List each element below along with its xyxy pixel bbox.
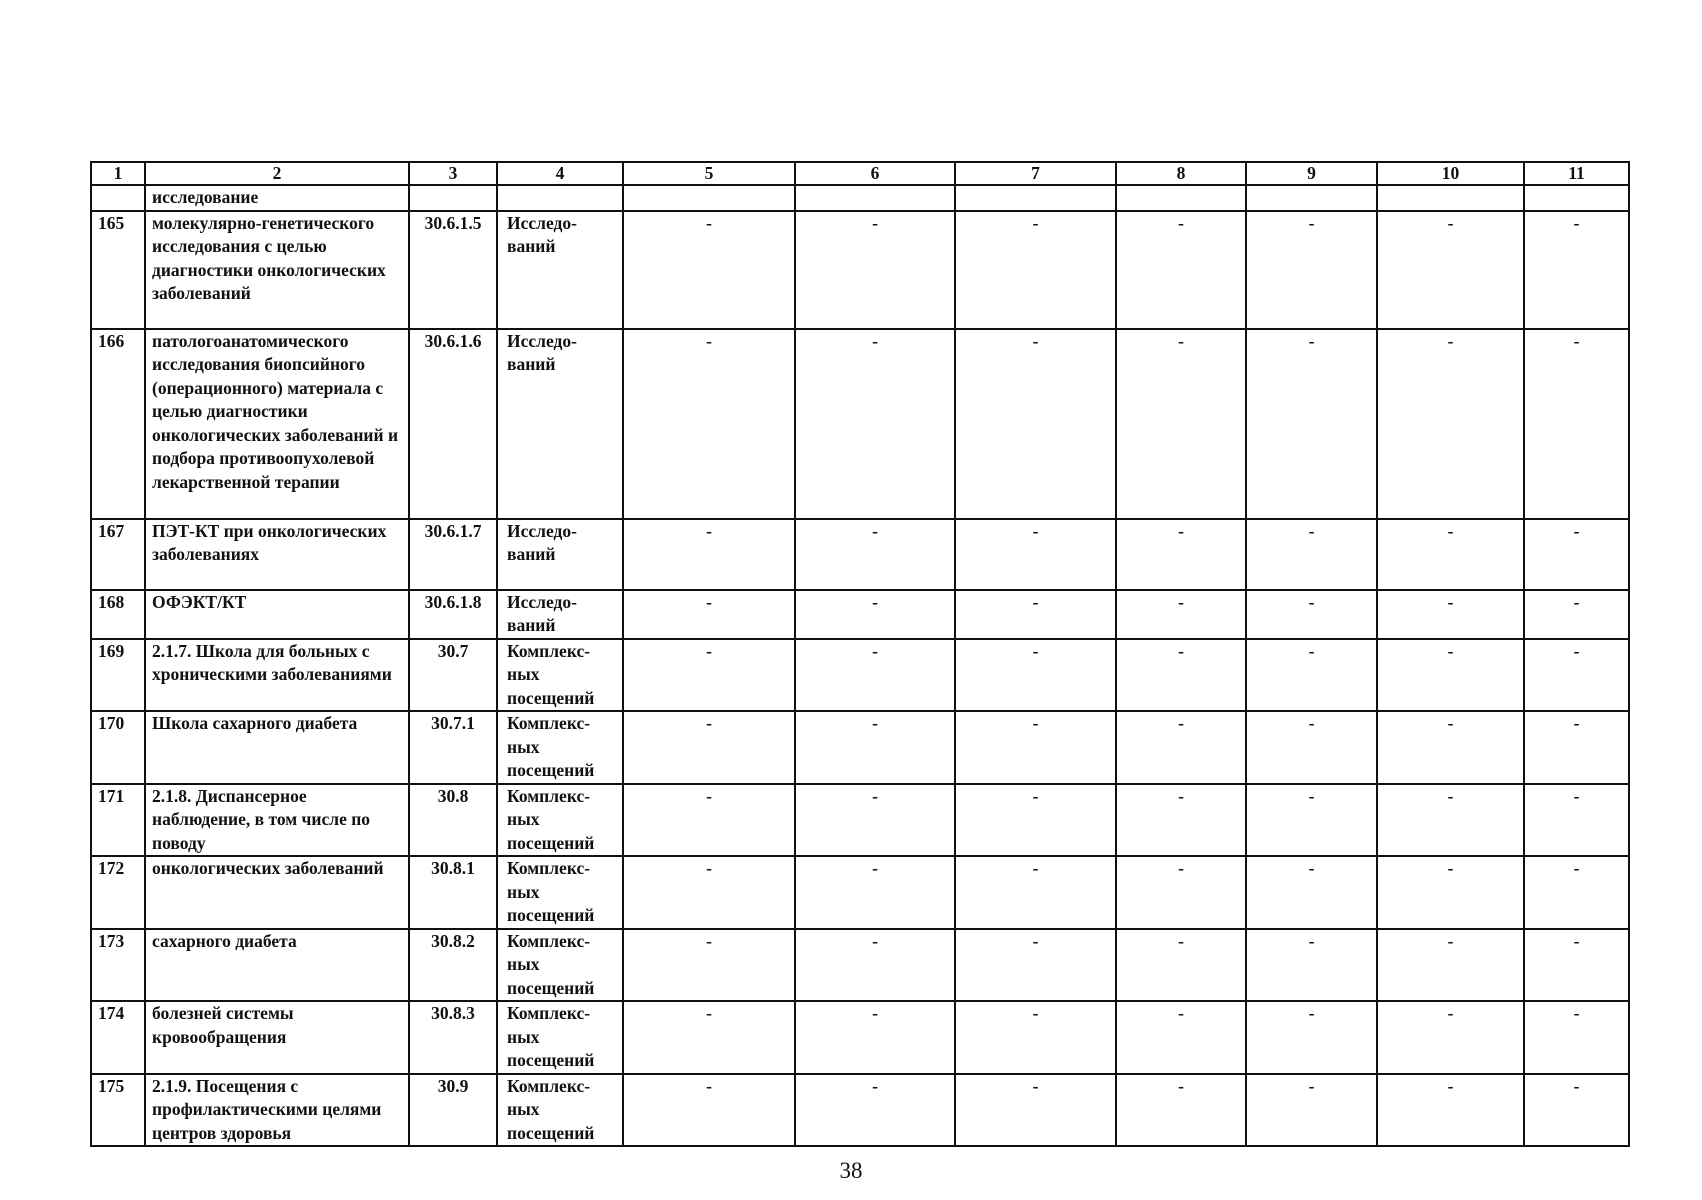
- row-value: -: [795, 1074, 955, 1147]
- row-unit: Исследо-ваний: [497, 519, 623, 590]
- row-value: -: [1524, 1001, 1629, 1074]
- row-value: -: [1116, 211, 1246, 329]
- row-value: -: [623, 639, 795, 712]
- row-value: -: [955, 519, 1116, 590]
- row-unit: [497, 185, 623, 211]
- table-row: [91, 856, 1629, 929]
- row-code: 30.6.1.5: [409, 211, 497, 329]
- row-name: болезней системы кровообращения: [145, 1001, 409, 1074]
- row-value: -: [1377, 1001, 1524, 1074]
- column-number: 1: [91, 162, 145, 185]
- row-number: 166: [91, 329, 145, 519]
- row-value: [1246, 185, 1377, 211]
- row-value: -: [623, 929, 795, 1002]
- row-value: -: [795, 856, 955, 929]
- row-code: 30.6.1.7: [409, 519, 497, 590]
- column-number-row: [91, 162, 1629, 185]
- row-unit: Комплекс-ных посещений: [497, 1001, 623, 1074]
- row-code: 30.7.1: [409, 711, 497, 784]
- column-number: 7: [955, 162, 1116, 185]
- row-value: -: [955, 711, 1116, 784]
- row-value: -: [1377, 590, 1524, 639]
- row-value: -: [1524, 519, 1629, 590]
- row-unit: Комплекс-ных посещений: [497, 856, 623, 929]
- row-code: 30.8.3: [409, 1001, 497, 1074]
- row-value: -: [1116, 784, 1246, 857]
- row-value: [955, 185, 1116, 211]
- row-code: 30.8: [409, 784, 497, 857]
- row-unit: Исследо-ваний: [497, 211, 623, 329]
- row-value: -: [1116, 639, 1246, 712]
- row-name: Школа сахарного диабета: [145, 711, 409, 784]
- row-value: -: [1524, 211, 1629, 329]
- row-number: 165: [91, 211, 145, 329]
- row-number: 174: [91, 1001, 145, 1074]
- row-value: -: [623, 211, 795, 329]
- row-value: -: [1377, 329, 1524, 519]
- row-value: -: [795, 590, 955, 639]
- row-code: [409, 185, 497, 211]
- row-unit: Комплекс-ных посещений: [497, 784, 623, 857]
- row-name: ОФЭКТ/КТ: [145, 590, 409, 639]
- column-number: 10: [1377, 162, 1524, 185]
- row-value: -: [1377, 519, 1524, 590]
- row-value: -: [623, 1001, 795, 1074]
- row-value: -: [1246, 519, 1377, 590]
- row-code: 30.7: [409, 639, 497, 712]
- row-value: -: [795, 929, 955, 1002]
- row-number: [91, 185, 145, 211]
- row-value: [1524, 185, 1629, 211]
- row-value: -: [1377, 711, 1524, 784]
- row-value: -: [955, 1001, 1116, 1074]
- row-unit: Комплекс-ных посещений: [497, 711, 623, 784]
- row-value: -: [1524, 1074, 1629, 1147]
- row-unit: Комплекс-ных посещений: [497, 929, 623, 1002]
- row-value: -: [1524, 329, 1629, 519]
- row-value: -: [1377, 856, 1524, 929]
- table-row: [91, 784, 1629, 857]
- row-value: -: [1524, 590, 1629, 639]
- row-value: -: [1246, 211, 1377, 329]
- row-name: 2.1.9. Посещения с профилактическими целями центров здоровья: [145, 1074, 409, 1147]
- row-number: 169: [91, 639, 145, 712]
- row-value: -: [1246, 1074, 1377, 1147]
- row-value: -: [955, 211, 1116, 329]
- table-body: [91, 185, 1629, 1146]
- column-number: 9: [1246, 162, 1377, 185]
- row-value: -: [1116, 329, 1246, 519]
- table-row: [91, 519, 1629, 590]
- row-value: -: [623, 1074, 795, 1147]
- row-name: ПЭТ-КТ при онкологических заболеваниях: [145, 519, 409, 590]
- table-row: [91, 639, 1629, 712]
- row-code: 30.9: [409, 1074, 497, 1147]
- row-value: -: [795, 639, 955, 712]
- row-number: 172: [91, 856, 145, 929]
- row-value: -: [1116, 929, 1246, 1002]
- row-value: -: [955, 929, 1116, 1002]
- table-row: [91, 185, 1629, 211]
- column-number: 5: [623, 162, 795, 185]
- row-value: [795, 185, 955, 211]
- row-name: патологоанатомического исследования биопсийного (операционного) материала с целью диагностики онкологических заболеваний и подбора противоопухолевой лекарственной терапии: [145, 329, 409, 519]
- row-value: -: [795, 711, 955, 784]
- row-value: -: [1116, 590, 1246, 639]
- row-code: 30.6.1.8: [409, 590, 497, 639]
- row-value: -: [1116, 1074, 1246, 1147]
- row-value: -: [795, 1001, 955, 1074]
- row-value: -: [1377, 211, 1524, 329]
- row-value: -: [623, 329, 795, 519]
- row-value: -: [1377, 784, 1524, 857]
- table-row: [91, 211, 1629, 329]
- column-number: 11: [1524, 162, 1629, 185]
- row-unit: Комплекс-ных посещений: [497, 639, 623, 712]
- row-value: -: [1524, 784, 1629, 857]
- row-value: -: [1377, 929, 1524, 1002]
- row-value: -: [1246, 856, 1377, 929]
- row-code: 30.8.1: [409, 856, 497, 929]
- row-number: 175: [91, 1074, 145, 1147]
- row-value: -: [955, 1074, 1116, 1147]
- row-value: -: [623, 856, 795, 929]
- row-value: -: [1246, 711, 1377, 784]
- row-value: -: [1246, 784, 1377, 857]
- row-value: -: [1246, 329, 1377, 519]
- row-value: -: [795, 329, 955, 519]
- row-value: -: [955, 329, 1116, 519]
- row-value: -: [1377, 639, 1524, 712]
- row-value: -: [1116, 1001, 1246, 1074]
- row-code: 30.6.1.6: [409, 329, 497, 519]
- row-name: 2.1.7. Школа для больных с хроническими заболеваниями: [145, 639, 409, 712]
- row-unit: Исследо-ваний: [497, 590, 623, 639]
- row-name: исследование: [145, 185, 409, 211]
- row-value: -: [1524, 711, 1629, 784]
- row-value: -: [623, 711, 795, 784]
- row-value: -: [795, 519, 955, 590]
- row-value: -: [1377, 1074, 1524, 1147]
- column-number: 3: [409, 162, 497, 185]
- row-value: -: [1246, 929, 1377, 1002]
- row-value: -: [623, 784, 795, 857]
- row-value: -: [955, 590, 1116, 639]
- row-value: -: [1116, 856, 1246, 929]
- row-value: -: [1524, 639, 1629, 712]
- row-value: -: [955, 639, 1116, 712]
- row-number: 168: [91, 590, 145, 639]
- row-value: -: [795, 784, 955, 857]
- data-table: [90, 161, 1630, 1147]
- table-row: [91, 329, 1629, 519]
- column-number: 8: [1116, 162, 1246, 185]
- table-row: [91, 929, 1629, 1002]
- column-number: 4: [497, 162, 623, 185]
- row-unit: Исследо-ваний: [497, 329, 623, 519]
- row-number: 167: [91, 519, 145, 590]
- row-unit: Комплекс-ных посещений: [497, 1074, 623, 1147]
- row-value: -: [1246, 639, 1377, 712]
- row-value: -: [623, 590, 795, 639]
- row-name: сахарного диабета: [145, 929, 409, 1002]
- row-code: 30.8.2: [409, 929, 497, 1002]
- page-number: 38: [839, 1158, 863, 1183]
- row-value: -: [955, 784, 1116, 857]
- row-value: -: [1246, 1001, 1377, 1074]
- row-value: -: [623, 519, 795, 590]
- row-number: 173: [91, 929, 145, 1002]
- row-value: -: [1524, 929, 1629, 1002]
- row-value: -: [1116, 711, 1246, 784]
- row-value: -: [795, 211, 955, 329]
- table-row: [91, 590, 1629, 639]
- row-name: онкологических заболеваний: [145, 856, 409, 929]
- table-row: [91, 1001, 1629, 1074]
- table-row: [91, 711, 1629, 784]
- column-number: 2: [145, 162, 409, 185]
- row-value: -: [1246, 590, 1377, 639]
- row-name: 2.1.8. Диспансерное наблюдение, в том числе по поводу: [145, 784, 409, 857]
- row-number: 171: [91, 784, 145, 857]
- row-value: -: [1524, 856, 1629, 929]
- row-name: молекулярно-генетического исследования с целью диагностики онкологических заболеваний: [145, 211, 409, 329]
- row-value: [623, 185, 795, 211]
- row-value: [1116, 185, 1246, 211]
- row-value: -: [1116, 519, 1246, 590]
- row-number: 170: [91, 711, 145, 784]
- row-value: [1377, 185, 1524, 211]
- row-value: -: [955, 856, 1116, 929]
- table-row: [91, 1074, 1629, 1147]
- column-number: 6: [795, 162, 955, 185]
